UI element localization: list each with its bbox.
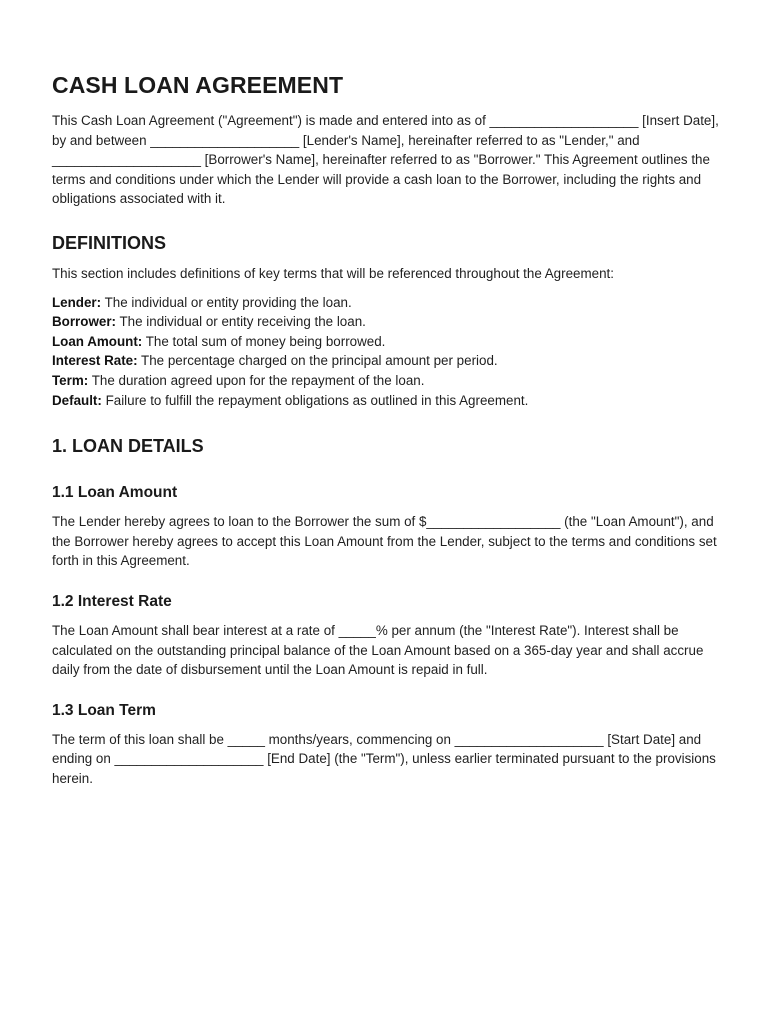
document-page xyxy=(52,70,720,788)
definition-text: The duration agreed upon for the repayment of the loan. xyxy=(88,372,425,388)
definition-term: Loan Amount: xyxy=(52,333,143,349)
definition-term: Term: xyxy=(52,372,89,388)
definition-term-item xyxy=(52,371,720,391)
definition-loan-amount xyxy=(52,332,720,352)
interest-rate-heading: 1.2 Interest Rate xyxy=(52,592,172,610)
intro-paragraph: This Cash Loan Agreement ("Agreement") is made and entered into as of ____________________ [Insert Date], by and between ____________________ [Lender's Name], hereinafter referred to as "Lender," and ____________________ [Borrower's Name], hereinafter referred to as "Borrower." This Agreement outlines the terms and conditions under which the Lender will provide a cash loan to the Borrower, including the rights and obligations associated with it. xyxy=(52,113,719,207)
definition-term: Interest Rate: xyxy=(52,353,138,369)
loan-details-heading: 1. LOAN DETAILS xyxy=(52,436,204,457)
definitions-intro: This section includes definitions of key terms that will be referenced throughout the Agreement: xyxy=(52,265,614,281)
definition-text: The percentage charged on the principal amount per period. xyxy=(137,353,498,369)
loan-amount-paragraph: The Lender hereby agrees to loan to the Borrower the sum of $__________________ (the "Loan Amount"), and the Borrower hereby agrees to accept this Loan Amount from the Lender, subject to the terms and conditions set forth in this Agreement. xyxy=(52,514,717,569)
definition-lender xyxy=(52,293,720,313)
document-title: CASH LOAN AGREEMENT xyxy=(52,72,344,98)
definition-interest-rate xyxy=(52,351,720,371)
definition-borrower xyxy=(52,312,720,332)
definitions-list xyxy=(52,293,720,411)
definition-default xyxy=(52,391,720,411)
loan-amount-heading: 1.1 Loan Amount xyxy=(52,484,178,502)
loan-term-heading: 1.3 Loan Term xyxy=(52,701,156,719)
definition-term: Borrower: xyxy=(52,314,116,330)
interest-rate-paragraph: The Loan Amount shall bear interest at a rate of _____% per annum (the "Interest Rate"). Interest shall be calculated on the outstanding principal balance of the Loan Amount based on a 365-day year and shall accrue daily from the date of disbursement until the Loan Amount is repaid in full. xyxy=(52,622,704,678)
definitions-heading: DEFINITIONS xyxy=(52,232,167,253)
loan-term-paragraph: The term of this loan shall be _____ months/years, commencing on ____________________ [Start Date] and ending on ____________________ [End Date] (the "Term"), unless earlier terminated pursuant to the provisions herein. xyxy=(52,731,716,786)
definition-text: The individual or entity receiving the loan. xyxy=(116,314,366,330)
definition-text: The individual or entity providing the loan. xyxy=(101,294,352,310)
definition-term: Lender: xyxy=(52,294,102,310)
definition-text: Failure to fulfill the repayment obligations as outlined in this Agreement. xyxy=(101,392,529,408)
definition-text: The total sum of money being borrowed. xyxy=(142,333,386,349)
definition-term: Default: xyxy=(52,392,102,408)
